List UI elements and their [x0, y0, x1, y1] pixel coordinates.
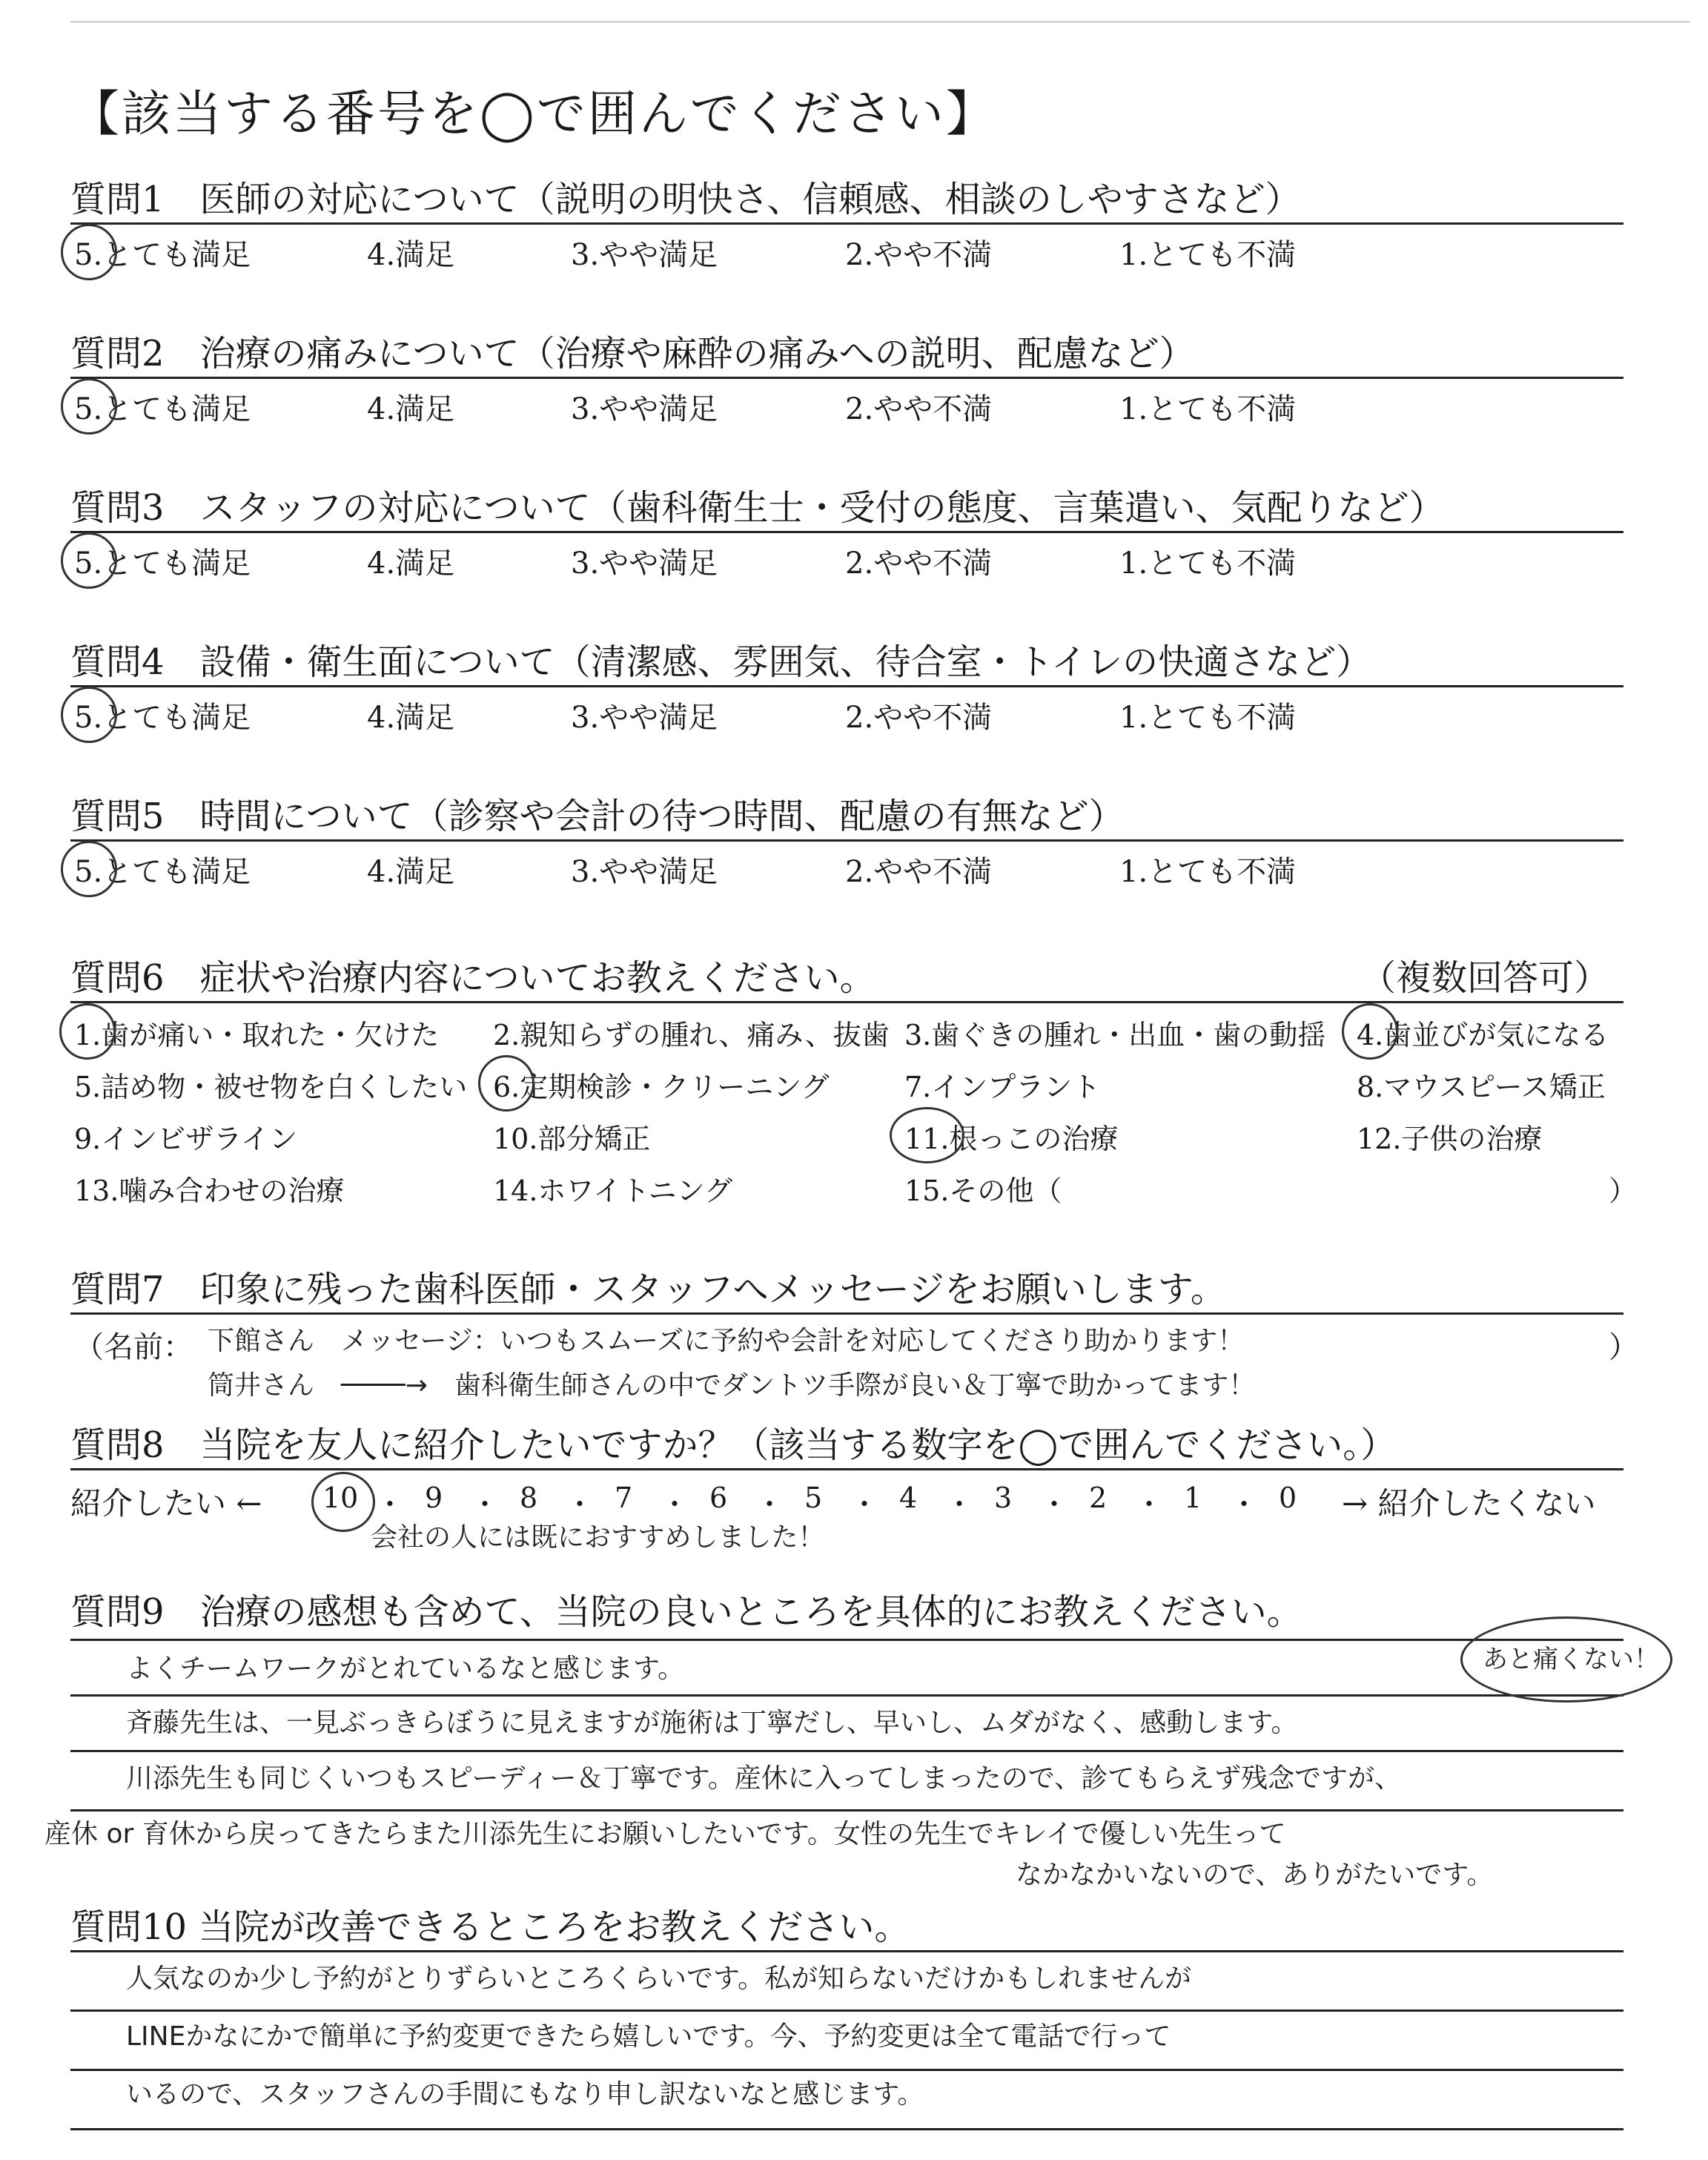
- q8-selected-circle: [311, 1472, 375, 1532]
- q3-option-5: 5.とても満足: [74, 546, 251, 581]
- q5-option-2: 2.やや不満: [845, 855, 993, 889]
- q1-option-3: 3.やや満足: [571, 238, 718, 272]
- q8-scale-5: 5: [804, 1482, 823, 1514]
- q6-selected-circle-1: [59, 1003, 116, 1060]
- top-border: [70, 21, 1690, 23]
- q8-scale-1: 1: [1184, 1482, 1202, 1514]
- q8-scale-9: 9: [425, 1482, 443, 1514]
- page-header: 【該当する番号を◯で囲んでください】: [70, 85, 997, 142]
- q6-selected-circle-4: [1342, 1003, 1398, 1060]
- q1-option-2: 2.やや不満: [845, 238, 993, 272]
- q9-line-5: なかなかいないので、ありがたいです。: [1016, 1860, 1494, 1890]
- q6-option-2: 2.親知らずの腫れ、痛み、抜歯: [493, 1019, 890, 1051]
- q8-scale-dot: ・: [376, 1488, 405, 1521]
- q8-scale-dot: ・: [661, 1488, 689, 1521]
- q3-title: 質問3 スタッフの対応について（歯科衛生士・受付の態度、言葉遣い、気配りなど）: [70, 487, 1445, 529]
- q3-rule: [70, 531, 1623, 533]
- q6-option-12: 12.子供の治療: [1357, 1123, 1543, 1155]
- q5-option-5: 5.とても満足: [74, 855, 251, 889]
- q6-option-9: 9.インビザライン: [74, 1123, 298, 1155]
- q8-scale-dot: ・: [945, 1488, 974, 1521]
- q4-rule: [70, 685, 1623, 687]
- q3-option-1: 1.とても不満: [1119, 546, 1297, 581]
- q10-rule-1: [70, 1950, 1623, 1952]
- q10-rule-3: [70, 2069, 1623, 2071]
- q10-line-2: LINEかなにかで簡単に予約変更できたら嬉しいです。今、予約変更は全て電話で行って: [126, 2021, 1171, 2052]
- q8-title: 質問8 当院を友人に紹介したいですか？（該当する数字を◯で囲んでください。）: [70, 1424, 1397, 1466]
- q9-rule-2: [70, 1694, 1623, 1697]
- q9-line-1: よくチームワークがとれているなと感じます。: [126, 1654, 685, 1684]
- q8-scale-7: 7: [615, 1482, 633, 1514]
- q8-scale-6: 6: [709, 1482, 728, 1514]
- q1-rule: [70, 222, 1623, 225]
- q4-selected-circle: [61, 687, 117, 743]
- q10-title: 質問10 当院が改善できるところをお教えください。: [70, 1906, 910, 1948]
- q7-close-paren: ）: [1609, 1330, 1638, 1364]
- q5-option-4: 4.満足: [367, 855, 455, 889]
- q3-option-3: 3.やや満足: [571, 546, 718, 581]
- q6-option-4: 4.歯並びが気になる: [1357, 1019, 1609, 1051]
- q6-option-10: 10.部分矯正: [493, 1123, 651, 1155]
- q2-title: 質問2 治療の痛みについて（治療や麻酔の痛みへの説明、配慮など）: [70, 333, 1195, 374]
- q6-option-3: 3.歯ぐきの腫れ・出血・歯の動揺: [904, 1019, 1326, 1051]
- q9-line-2: 斉藤先生は、一見ぶっきらぼうに見えますが施術は丁寧だし、早いし、ムダがなく、感動します。: [126, 1708, 1298, 1738]
- q6-option-6: 6.定期検診・クリーニング: [493, 1071, 830, 1103]
- q8-rule: [70, 1468, 1623, 1470]
- q4-title: 質問4 設備・衛生面について（清潔感、雰囲気、待合室・トイレの快適さなど）: [70, 641, 1372, 683]
- q8-scale-dot: ・: [471, 1488, 500, 1521]
- q8-scale-10: 10: [322, 1482, 359, 1514]
- q2-option-5: 5.とても満足: [74, 392, 251, 426]
- q7-hand-line-1: 下館さん メッセージ：いつもスムーズに予約や会計を対応してくださり助かります！: [208, 1326, 1245, 1356]
- q7-hand-line-2: 筒井さん ────→ 歯科衛生師さんの中でダントツ手際が良い＆丁寧で助かってます！: [208, 1370, 1256, 1401]
- q6-option-11: 11.根っこの治療: [904, 1123, 1119, 1155]
- q5-option-1: 1.とても不満: [1119, 855, 1297, 889]
- q8-scale-0: 0: [1279, 1482, 1297, 1514]
- q8-scale-dot: ・: [755, 1488, 784, 1521]
- q1-option-4: 4.満足: [367, 238, 455, 272]
- q6-option-16: ）: [1609, 1175, 1638, 1207]
- q8-scale-dot: ・: [1230, 1488, 1259, 1521]
- q6-option-13: 13.噛み合わせの治療: [74, 1175, 345, 1207]
- q1-option-5: 5.とても満足: [74, 238, 251, 272]
- q8-hand-note: 会社の人には既におすすめしました！: [371, 1522, 825, 1553]
- q4-option-3: 3.やや満足: [571, 701, 718, 735]
- q8-left-label: 紹介したい ←: [70, 1485, 262, 1522]
- q8-scale-dot: ・: [850, 1488, 879, 1521]
- q5-selected-circle: [61, 841, 117, 897]
- q9-rule-1: [70, 1639, 1623, 1641]
- q5-title: 質問5 時間について（診察や会計の待つ時間、配慮の有無など）: [70, 796, 1125, 837]
- q8-scale-4: 4: [899, 1482, 918, 1514]
- q6-selected-circle-11: [890, 1107, 964, 1163]
- q6-note: （複数回答可）: [1360, 957, 1610, 999]
- q8-scale-2: 2: [1089, 1482, 1108, 1514]
- q4-option-5: 5.とても満足: [74, 701, 251, 735]
- q1-option-1: 1.とても不満: [1119, 238, 1297, 272]
- q8-scale-8: 8: [520, 1482, 538, 1514]
- q2-rule: [70, 377, 1623, 379]
- q4-option-1: 1.とても不満: [1119, 701, 1297, 735]
- q8-scale-3: 3: [994, 1482, 1013, 1514]
- q6-rule: [70, 1001, 1623, 1003]
- q7-title: 質問7 印象に残った歯科医師・スタッフへメッセージをお願いします。: [70, 1269, 1226, 1310]
- q10-rule-4: [70, 2128, 1623, 2130]
- q9-rule-3: [70, 1750, 1623, 1752]
- q7-name-label: （名前：: [74, 1330, 193, 1364]
- q3-option-2: 2.やや不満: [845, 546, 993, 581]
- q6-option-7: 7.インプラント: [904, 1071, 1101, 1103]
- q6-title: 質問6 症状や治療内容についてお教えください。: [70, 957, 875, 999]
- q7-rule: [70, 1312, 1623, 1315]
- q5-rule: [70, 839, 1623, 842]
- q9-bubble-text: あと痛くない！: [1483, 1645, 1659, 1674]
- q8-scale-dot: ・: [1135, 1488, 1164, 1521]
- q1-selected-circle: [61, 224, 117, 280]
- q8-right-label: → 紹介したくない: [1342, 1485, 1596, 1522]
- q8-scale-dot: ・: [566, 1488, 595, 1521]
- q2-option-4: 4.満足: [367, 392, 455, 426]
- q9-rule-4: [70, 1809, 1623, 1811]
- q3-selected-circle: [61, 532, 117, 589]
- q8-scale-dot: ・: [1040, 1488, 1069, 1521]
- q6-option-1: 1.歯が痛い・取れた・欠けた: [74, 1019, 440, 1051]
- q10-line-3: いるので、スタッフさんの手間にもなり申し訳ないなと感じます。: [126, 2079, 924, 2110]
- q9-line-4: 産休 or 育休から戻ってきたらまた川添先生にお願いしたいです。女性の先生でキレイで優しい先生って: [44, 1819, 1286, 1849]
- q5-option-3: 3.やや満足: [571, 855, 718, 889]
- q6-option-5: 5.詰め物・被せ物を白くしたい: [74, 1071, 468, 1103]
- q9-line-3: 川添先生も同じくいつもスピーディー＆丁寧です。産休に入ってしまったので、診てもらえず残念ですが、: [126, 1763, 1402, 1794]
- q6-selected-circle-6: [478, 1055, 534, 1112]
- q9-title: 質問9 治療の感想も含めて、当院の良いところを具体的にお教えください。: [70, 1591, 1302, 1633]
- q2-selected-circle: [61, 378, 117, 435]
- q1-title: 質問1 医師の対応について（説明の明快さ、信頼感、相談のしやすさなど）: [70, 179, 1301, 220]
- q6-option-8: 8.マウスピース矯正: [1357, 1071, 1606, 1103]
- q2-option-2: 2.やや不満: [845, 392, 993, 426]
- q10-rule-2: [70, 2009, 1623, 2012]
- q6-option-14: 14.ホワイトニング: [493, 1175, 733, 1207]
- q2-option-1: 1.とても不満: [1119, 392, 1297, 426]
- q3-option-4: 4.満足: [367, 546, 455, 581]
- q4-option-4: 4.満足: [367, 701, 455, 735]
- q10-line-1: 人気なのか少し予約がとりずらいところくらいです。私が知らないだけかもしれませんが: [126, 1964, 1192, 1994]
- q2-option-3: 3.やや満足: [571, 392, 718, 426]
- q6-option-15: 15.その他（: [904, 1175, 1062, 1207]
- q4-option-2: 2.やや不満: [845, 701, 993, 735]
